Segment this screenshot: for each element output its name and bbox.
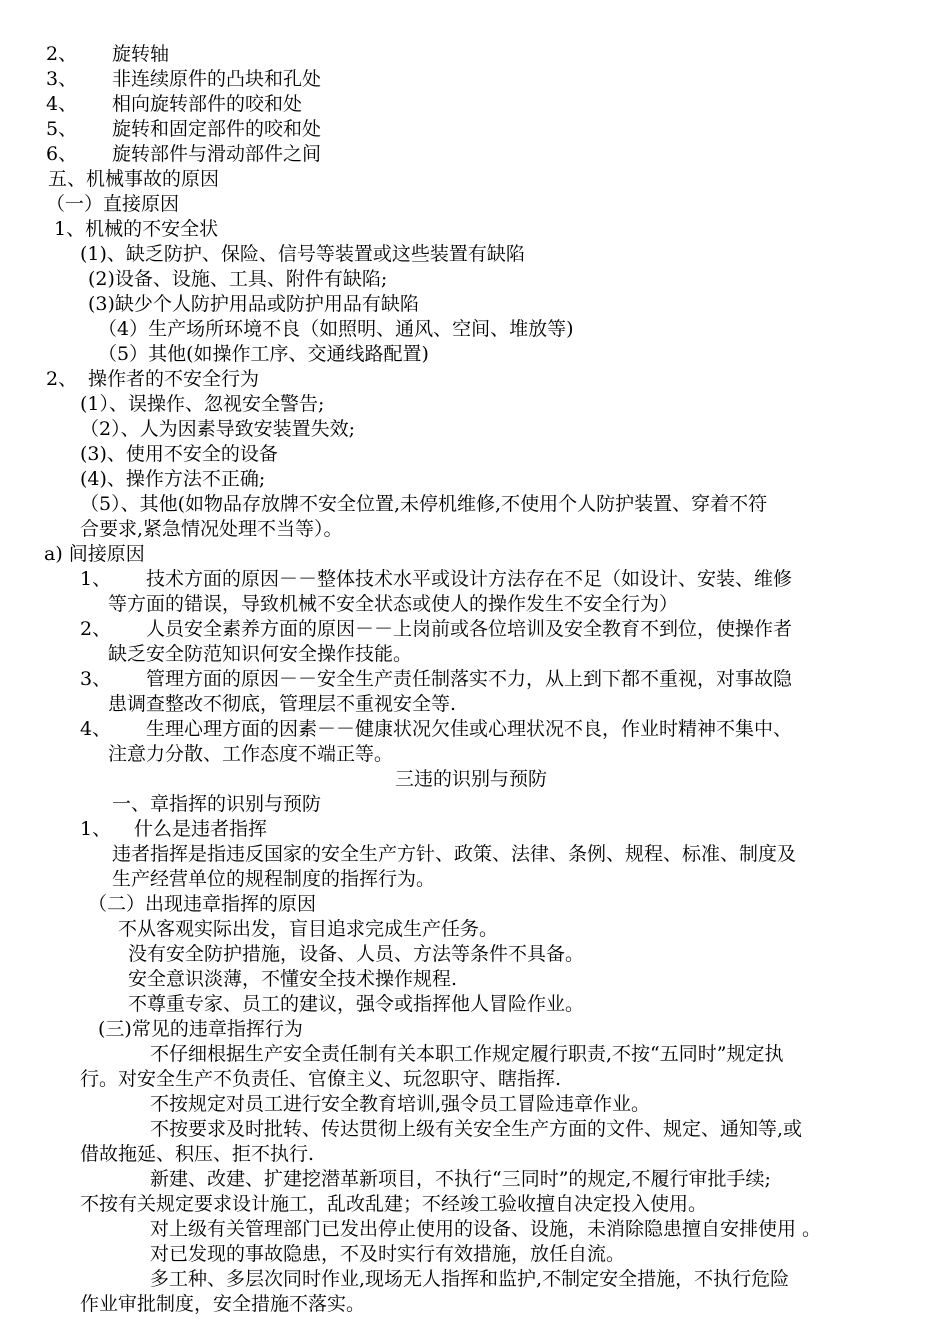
item-number: 4、 — [80, 718, 112, 740]
list-item: (3)缺少个人防护用品或防护用品有缺陷 — [88, 293, 419, 315]
section-title: 三违的识别与预防 — [395, 768, 548, 790]
list-item: （2）、人为因素导致安装置失效; — [80, 418, 355, 440]
item-number: 1、 — [80, 818, 112, 840]
list-item: (4)、操作方法不正确; — [80, 468, 266, 490]
list-item: 安全意识淡薄，不懂安全技术操作规程. — [128, 968, 458, 990]
paragraph-line: 对已发现的事故隐患，不及时实行有效措施，放任自流。 — [150, 1243, 626, 1265]
item-number: 2、 — [46, 43, 78, 65]
item-heading — [80, 817, 267, 842]
item-text: 旋转和固定部件的咬和处 — [112, 118, 322, 140]
item-number: 2、 — [80, 618, 112, 640]
list-item: （5）、其他(如物品存放牌不安全位置,未停机维修,不使用个人防护装置、穿着不符 — [80, 493, 768, 515]
item-text: 操作者的不安全行为 — [88, 368, 260, 390]
list-item-continuation: 等方面的错误，导致机械不安全状态或使人的操作发生不安全行为） — [108, 593, 679, 615]
list-item: (2)设备、设施、工具、附件有缺陷; — [88, 268, 388, 290]
list-item — [80, 667, 792, 692]
item-text: 人员安全素养方面的原因－－上岗前或各位培训及安全教育不到位，使操作者 — [146, 618, 793, 640]
subsection-heading: （二）出现违章指挥的原因 — [88, 893, 317, 915]
item-text: 相向旋转部件的咬和处 — [112, 93, 303, 115]
item-text: 什么是违者指挥 — [134, 818, 268, 840]
list-item: (1)、缺乏防护、保险、信号等装置或这些装置有缺陷 — [80, 243, 525, 265]
paragraph-line: 违者指挥是指违反国家的安全生产方针、政策、法律、条例、规程、标准、制度及 — [112, 843, 797, 865]
list-item — [80, 617, 792, 642]
paragraph-line: 不按要求及时批转、传达贯彻上级有关安全生产方面的文件、规定、通知等,或 — [150, 1118, 803, 1140]
paragraph-line: 不按有关规定要求设计施工，乱改乱建；不经竣工验收擅自决定投入使用。 — [80, 1193, 708, 1215]
list-item: （5）其他(如操作工序、交通线路配置) — [98, 343, 429, 365]
paragraph-line: 对上级有关管理部门已发出停止使用的设备、设施，未消除隐患擅自安排使用 。 — [150, 1218, 822, 1240]
item-number: 2、 — [46, 368, 78, 390]
item-text: 管理方面的原因－－安全生产责任制落实不力，从上到下都不重视，对事故隐 — [146, 668, 793, 690]
item-number: 4、 — [46, 93, 78, 115]
paragraph-line: 借故拖延、积压、拒不执行. — [80, 1143, 315, 1165]
list-item — [46, 117, 321, 142]
item-text: 技术方面的原因－－整体技术水平或设计方法存在不足（如设计、安装、维修 — [146, 568, 793, 590]
paragraph-line: 生产经营单位的规程制度的指挥行为。 — [112, 868, 436, 890]
subsection-heading: a) 间接原因 — [44, 543, 145, 565]
item-text: 非连续原件的凸块和孔处 — [112, 68, 322, 90]
list-item — [46, 92, 302, 117]
list-item — [80, 567, 792, 592]
section-heading: 一、章指挥的识别与预防 — [112, 793, 322, 815]
list-item: 没有安全防护措施，设备、人员、方法等条件不具备。 — [128, 943, 585, 965]
list-item — [46, 142, 321, 167]
subsection-heading: （一）直接原因 — [46, 193, 180, 215]
list-item — [80, 717, 792, 742]
item-number: 1、 — [80, 568, 112, 590]
item-number: 5、 — [46, 118, 78, 140]
list-item: （4）生产场所环境不良（如照明、通风、空间、堆放等) — [98, 318, 574, 340]
item-number: 3、 — [80, 668, 112, 690]
list-item: 不从客观实际出发，盲目追求完成生产任务。 — [118, 918, 499, 940]
section-heading: 五、机械事故的原因 — [48, 168, 220, 190]
list-item: 不尊重专家、员工的建议，强令或指挥他人冒险作业。 — [128, 993, 585, 1015]
item-text: 旋转部件与滑动部件之间 — [112, 143, 322, 165]
list-item — [46, 67, 321, 92]
list-item: (3)、使用不安全的设备 — [80, 443, 278, 465]
item-text: 生理心理方面的因素－－健康状况欠佳或心理状况不良，作业时精神不集中、 — [146, 718, 793, 740]
list-item-continuation: 注意力分散、工作态度不端正等。 — [108, 743, 394, 765]
paragraph-line: 行。对安全生产不负责任、官僚主义、玩忽职守、瞎指挥. — [80, 1068, 562, 1090]
paragraph-line: 不按规定对员工进行安全教育培训,强令员工冒险违章作业。 — [150, 1093, 651, 1115]
paragraph-line: 作业审批制度，安全措施不落实。 — [80, 1293, 366, 1315]
list-item-continuation: 缺乏安全防范知识何安全操作技能。 — [108, 643, 413, 665]
item-text: 旋转轴 — [112, 43, 170, 65]
item-number: 6、 — [46, 143, 78, 165]
paragraph-line: 不仔细根据生产安全责任制有关本职工作规定履行职责,不按“五同时”规定执 — [150, 1043, 784, 1065]
list-item — [46, 42, 169, 67]
list-item: (1）、误操作、忽视安全警告; — [80, 393, 325, 415]
list-item-continuation: 合要求,紧急情况处理不当等）。 — [80, 518, 343, 540]
item-number: 3、 — [46, 68, 78, 90]
item-heading: 1、机械的不安全状 — [54, 218, 219, 240]
subsection-heading: (三)常见的违章指挥行为 — [98, 1018, 303, 1040]
paragraph-line: 新建、改建、扩建挖潜革新项目，不执行“三同时”的规定,不履行审批手续; — [150, 1168, 771, 1190]
list-item-continuation: 患调查整改不彻底，管理层不重视安全等. — [108, 693, 457, 715]
item-heading — [46, 367, 259, 392]
paragraph-line: 多工种、多层次同时作业,现场无人指挥和监护,不制定安全措施，不执行危险 — [150, 1268, 790, 1290]
